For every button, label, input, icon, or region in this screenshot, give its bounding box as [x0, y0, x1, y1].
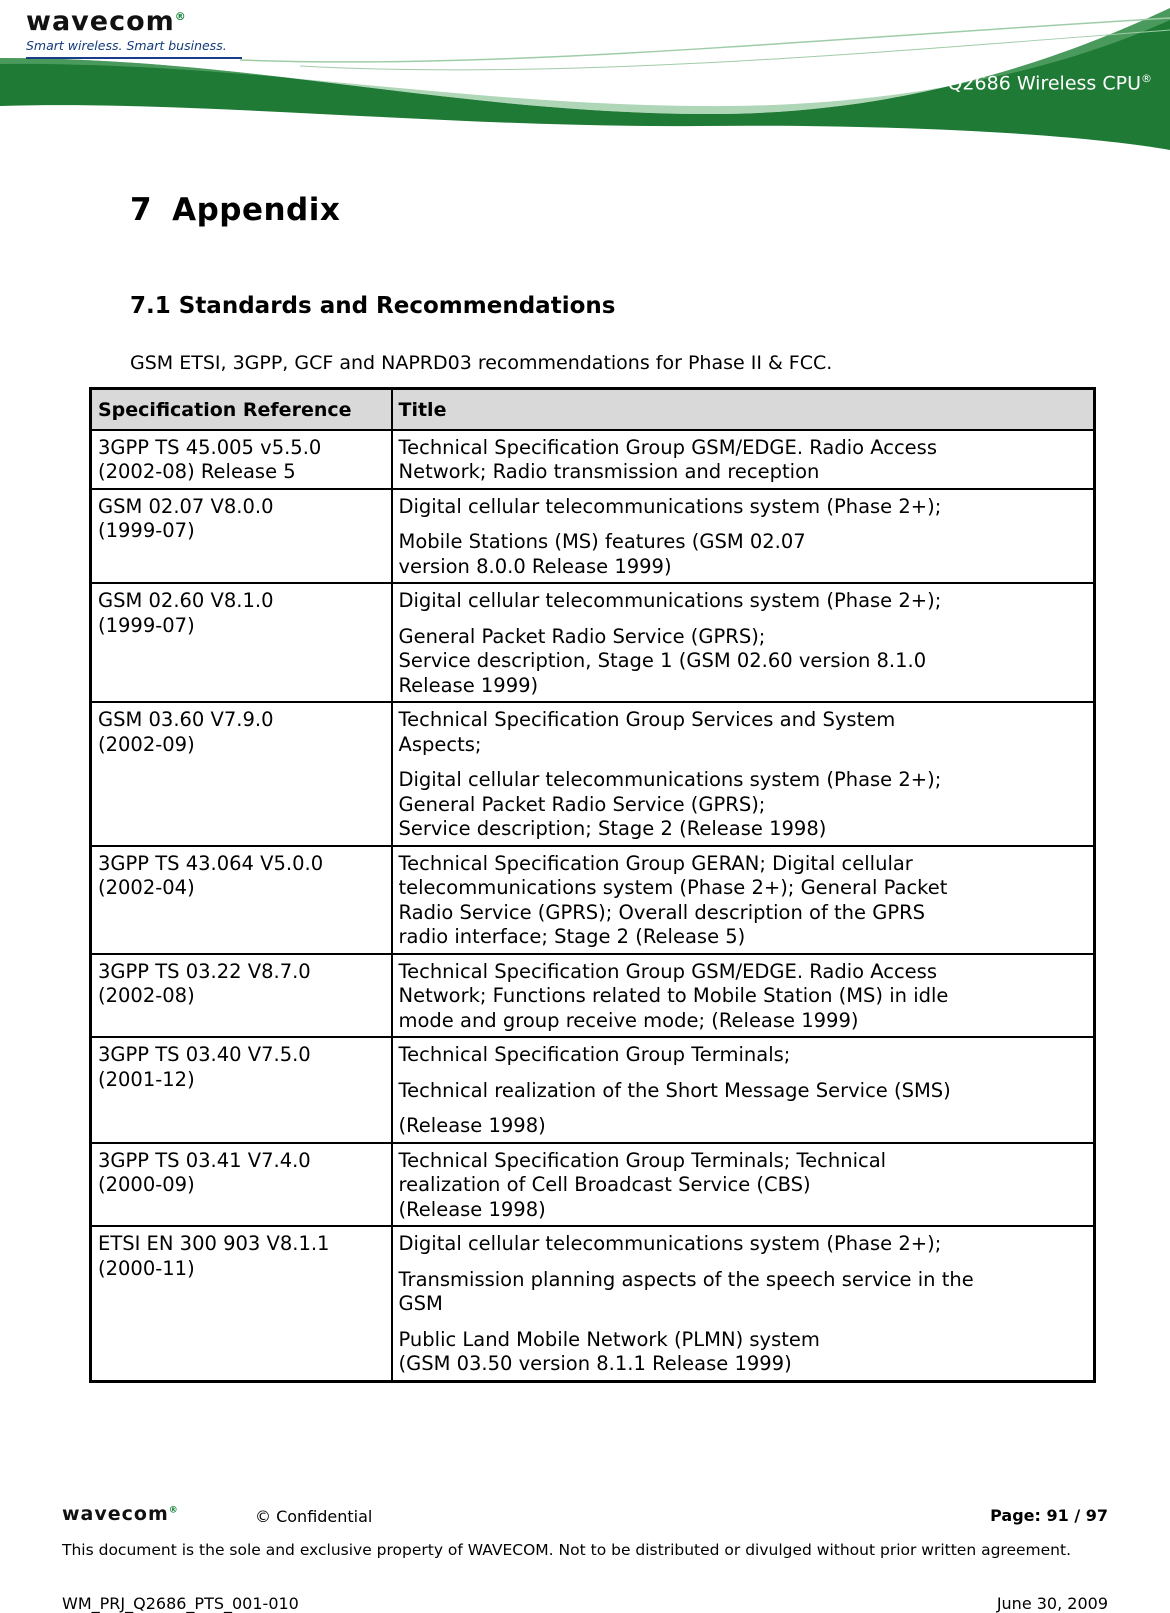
spec-reference-line: (2001-12): [98, 1067, 195, 1091]
intro-paragraph: GSM ETSI, 3GPP, GCF and NAPRD03 recommendations for Phase II & FCC.: [130, 352, 833, 374]
spec-reference-cell: [91, 846, 392, 954]
spec-title-cell: [392, 583, 1095, 702]
spec-reference-cell: [91, 954, 392, 1038]
spec-title-line: Public Land Mobile Network (PLMN) system: [398, 1327, 820, 1351]
spec-title-line: realization of Cell Broadcast Service (CBS): [398, 1173, 811, 1196]
page-number: Page: 91 / 97: [990, 1506, 1108, 1525]
spec-reference-line: (1999-07): [98, 519, 195, 542]
spec-title-paragraph: [399, 1328, 1088, 1377]
chapter-title: Appendix: [172, 192, 341, 228]
spec-reference-line: GSM 02.60 V8.1.0: [98, 589, 274, 612]
spec-title-paragraph: [399, 625, 1088, 699]
spec-title-cell: [392, 702, 1095, 846]
document-date: June 30, 2009: [996, 1594, 1108, 1613]
spec-title-line: Technical Specification Group GERAN; Digital cellular: [398, 851, 913, 875]
spec-reference-line: 3GPP TS 03.22 V8.7.0: [98, 959, 311, 983]
spec-reference-line: (2000-09): [98, 1173, 195, 1196]
spec-title-paragraph: [399, 1268, 1088, 1317]
spec-title-paragraph: [399, 768, 1088, 842]
spec-reference-cell: [91, 702, 392, 846]
spec-reference-line: (2002-04): [98, 876, 195, 899]
spec-title-line: General Packet Radio Service (GPRS);: [398, 624, 766, 648]
spec-title-line: Transmission planning aspects of the speech service in the: [398, 1267, 974, 1291]
spec-reference-line: GSM 03.60 V7.9.0: [98, 708, 274, 731]
spec-title-line: Digital cellular telecommunications system (Phase 2+);: [398, 589, 942, 612]
spec-title-cell: [392, 954, 1095, 1038]
table-header-row: [91, 389, 1095, 430]
spec-title-line: Mobile Stations (MS) features (GSM 02.07: [398, 530, 806, 553]
section-heading: 7.1 Standards and Recommendations: [130, 293, 616, 319]
spec-title-line: Digital cellular telecommunications system (Phase 2+);: [398, 494, 942, 518]
logo-wordmark: wavecom: [26, 6, 175, 37]
spec-reference-line: (2002-08): [98, 984, 195, 1007]
spec-reference-line: (2000-11): [98, 1256, 195, 1280]
chapter-number: 7: [130, 192, 153, 228]
spec-title-cell: [392, 846, 1095, 954]
spec-title-line: Aspects;: [398, 732, 482, 756]
spec-title-paragraph: [399, 530, 1088, 579]
standards-table: [89, 387, 1096, 1383]
spec-title-line: radio interface; Stage 2 (Release 5): [398, 925, 746, 948]
column-header-reference: Specification Reference: [91, 389, 392, 430]
table-row: [91, 1037, 1095, 1143]
spec-reference-cell: [91, 583, 392, 702]
table-row: [91, 583, 1095, 702]
spec-reference-line: (2002-08) Release 5: [98, 460, 296, 483]
spec-reference-cell: [91, 1226, 392, 1381]
spec-title-line: version 8.0.0 Release 1999): [398, 554, 672, 578]
table-row: [91, 430, 1095, 489]
spec-title-line: Technical realization of the Short Message Service (SMS): [398, 1078, 951, 1102]
spec-title-paragraph: [399, 1114, 1088, 1139]
table-row: [91, 489, 1095, 584]
spec-reference-cell: [91, 430, 392, 489]
spec-reference-line: 3GPP TS 45.005 v5.5.0: [98, 435, 322, 459]
spec-title-line: GSM: [398, 1292, 443, 1315]
table-body: [91, 430, 1095, 1382]
table-row: [91, 702, 1095, 846]
spec-title-cell: [392, 1143, 1095, 1227]
spec-title-line: Network; Radio transmission and reception: [398, 460, 820, 483]
spec-title-cell: [392, 489, 1095, 584]
footer-logo: [62, 1503, 179, 1525]
spec-reference-line: ETSI EN 300 903 V8.1.1: [98, 1232, 330, 1255]
spec-title-line: mode and group receive mode; (Release 1999): [398, 1008, 859, 1032]
footer-logo-registered-mark: ®: [168, 1505, 179, 1516]
spec-title-paragraph: [399, 495, 1088, 520]
spec-title-line: Technical Specification Group Services and System: [398, 708, 896, 731]
column-header-title: Title: [392, 389, 1095, 430]
wavecom-logo: [26, 2, 242, 59]
spec-title-line: Technical Specification Group Terminals; Technical: [398, 1148, 887, 1172]
spec-reference-cell: [91, 489, 392, 584]
spec-title-line: (GSM 03.50 version 8.1.1 Release 1999): [398, 1352, 792, 1375]
spec-title-paragraph: [399, 436, 1088, 485]
spec-reference-cell: [91, 1143, 392, 1227]
logo-registered-mark: ®: [174, 10, 187, 23]
spec-title-line: Service description, Stage 1 (GSM 02.60 version 8.1.0: [398, 649, 927, 672]
table-row: [91, 954, 1095, 1038]
spec-reference-line: GSM 02.07 V8.0.0: [98, 494, 274, 518]
spec-title-paragraph: [399, 708, 1088, 757]
spec-title-line: Network; Functions related to Mobile Station (MS) in idle: [398, 984, 949, 1007]
ownership-notice: This document is the sole and exclusive property of WAVECOM. Not to be distributed or divulged without prior written agreement.: [62, 1541, 1071, 1559]
spec-title-line: Technical Specification Group GSM/EDGE. Radio Access: [398, 959, 937, 983]
spec-title-line: Release 1999): [398, 673, 539, 697]
table-row: [91, 846, 1095, 954]
spec-title-paragraph: [399, 960, 1088, 1034]
spec-title-paragraph: [399, 1079, 1088, 1104]
spec-title-line: Technical Specification Group GSM/EDGE. Radio Access: [398, 435, 937, 459]
spec-title-line: (Release 1998): [398, 1197, 546, 1221]
spec-title-line: General Packet Radio Service (GPRS);: [398, 792, 766, 816]
spec-title-cell: [392, 1226, 1095, 1381]
product-name: [947, 72, 1152, 94]
spec-reference-line: (1999-07): [98, 613, 195, 637]
spec-title-line: Radio Service (GPRS); Overall description of the GPRS: [398, 900, 926, 924]
spec-reference-line: 3GPP TS 03.41 V7.4.0: [98, 1148, 311, 1172]
spec-title-paragraph: [399, 1232, 1088, 1257]
spec-title-line: (Release 1998): [398, 1114, 546, 1137]
spec-title-cell: [392, 430, 1095, 489]
document-reference: WM_PRJ_Q2686_PTS_001-010: [62, 1594, 299, 1613]
spec-title-line: Digital cellular telecommunications system (Phase 2+);: [398, 768, 942, 791]
product-registered-mark: ®: [1141, 72, 1152, 85]
spec-title-paragraph: [399, 589, 1088, 614]
footer-logo-wordmark: wavecom: [62, 1503, 169, 1525]
spec-title-line: Service description; Stage 2 (Release 1998): [398, 817, 827, 840]
spec-title-paragraph: [399, 1149, 1088, 1223]
spec-title-line: Technical Specification Group Terminals;: [398, 1043, 791, 1066]
table-row: [91, 1226, 1095, 1381]
product-label: Q2686 Wireless CPU: [947, 72, 1141, 95]
spec-title-paragraph: [399, 852, 1088, 950]
chapter-heading: [130, 192, 340, 228]
spec-title-paragraph: [399, 1043, 1088, 1068]
logo-tagline: Smart wireless. Smart business.: [26, 38, 242, 59]
spec-reference-line: 3GPP TS 43.064 V5.0.0: [98, 851, 324, 875]
table-row: [91, 1143, 1095, 1227]
spec-title-cell: [392, 1037, 1095, 1143]
spec-title-line: Digital cellular telecommunications system (Phase 2+);: [398, 1232, 942, 1255]
spec-reference-line: (2002-09): [98, 732, 195, 756]
spec-title-line: telecommunications system (Phase 2+); General Packet: [398, 876, 948, 899]
confidential-label: © Confidential: [255, 1507, 373, 1526]
spec-reference-cell: [91, 1037, 392, 1143]
spec-reference-line: 3GPP TS 03.40 V7.5.0: [98, 1043, 311, 1066]
